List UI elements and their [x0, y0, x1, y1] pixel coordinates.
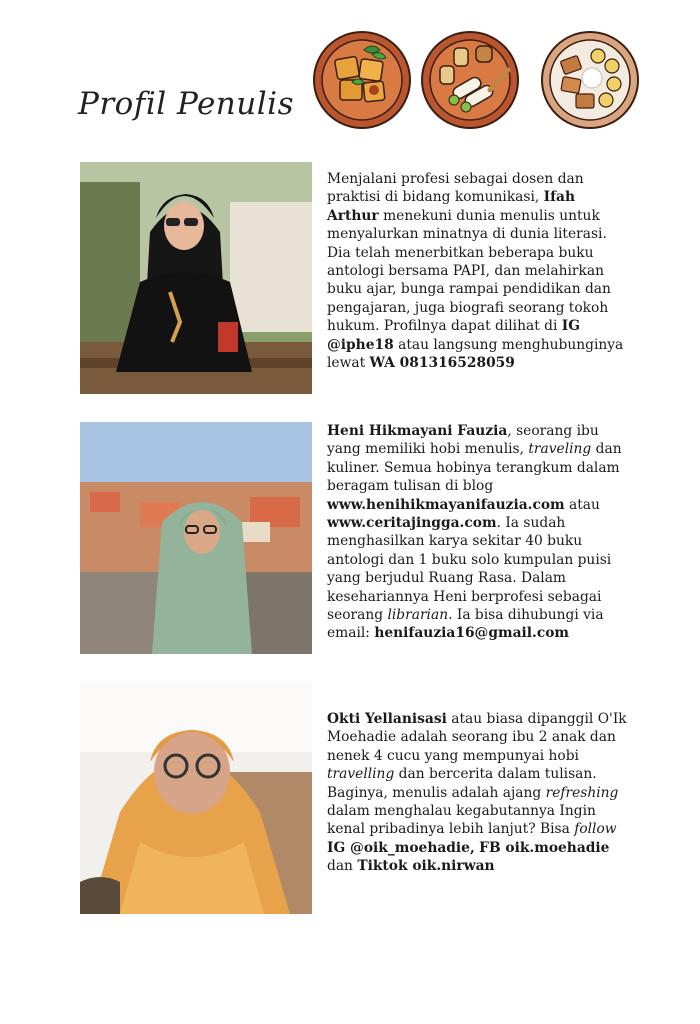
bio-segment: , seorang ibu yang memiliki hobi menulis,: [327, 423, 604, 458]
bio-italic: traveling: [528, 441, 592, 458]
food-plate-rolls-icon: [420, 30, 520, 130]
bio-segment: atau biasa dipanggil O'Ik Moehadie adalah seorang ibu 2 anak dan nenek 4 cucu yang mempunyai hobi: [327, 711, 632, 764]
whatsapp-number: WA 081316528059: [369, 355, 515, 372]
author-photo-3: [80, 682, 312, 914]
bio-italic: travelling: [327, 766, 395, 783]
bio-italic: follow: [574, 821, 617, 838]
food-plate-sweets-icon: [540, 30, 640, 130]
author-name: Heni Hikmayani Fauzia: [327, 423, 508, 439]
bio-segment: dalam menghalau kegabutannya Ingin kenal pribadinya lebih lanjut? Bisa: [327, 784, 623, 838]
email-address: henifauzia16@gmail.com: [374, 625, 570, 642]
tiktok-handle: Tiktok oik.nirwan: [357, 858, 495, 875]
author-bio-1: [327, 170, 627, 372]
bio-segment: menekuni dunia menulis untuk menyalurkan minatnya di dunia literasi. Dia telah menerbitkan beberapa buku antologi bersama PAPI, dan melahirkan buku ajar, bunga rampai pendidikan dan pengajaran, juga biografi seorang tokoh hukum. Profilnya dapat dilihat di: [327, 207, 616, 335]
bio-segment: . Ia bisa dihubungi via email:: [327, 607, 608, 642]
instagram-handle: IG @iphe18: [327, 318, 580, 353]
author-name: Ifah Arthur: [327, 189, 576, 224]
bio-segment: dan kuliner. Semua hobinya terangkum dalam beragam tulisan di blog: [327, 441, 626, 495]
food-plates-header: [312, 30, 642, 132]
blog-url-1: www.henihikmayanifauzia.com: [327, 496, 565, 513]
author-photo-2: [80, 422, 312, 654]
bio-segment: Menjalani profesi sebagai dosen dan praktisi di bidang komunikasi,: [327, 171, 589, 206]
blog-url-2: www.ceritajingga.com: [327, 515, 497, 532]
author-bio-2: [327, 422, 627, 643]
bio-segment: atau langsung menghubunginya lewat: [327, 336, 628, 372]
food-plate-tofu-icon: [312, 30, 412, 130]
author-photo-1: [80, 162, 312, 394]
author-bio-3: [327, 710, 632, 876]
bio-italic: librarian: [387, 607, 449, 624]
bio-segment: . Ia sudah menghasilkan karya sekitar 40 buku antologi dan 1 buku solo kumpulan puisi yang berjudul Ruang Rasa. Dalam kesehariannya Heni berprofesi sebagai seorang: [327, 515, 616, 624]
facebook-handle: FB oik.moehadie: [479, 839, 610, 856]
bio-segment: atau: [564, 496, 605, 513]
page-title: Profil Penulis: [78, 86, 294, 122]
bio-segment: dan bercerita dalam tulisan. Baginya, menulis adalah ajang: [327, 766, 602, 801]
bio-segment: [617, 821, 626, 837]
instagram-handle: IG @oik_moehadie,: [327, 839, 475, 856]
bio-italic: refreshing: [545, 784, 619, 801]
bio-segment: dan: [327, 839, 614, 875]
author-name: Okti Yellanisasi: [327, 711, 447, 727]
